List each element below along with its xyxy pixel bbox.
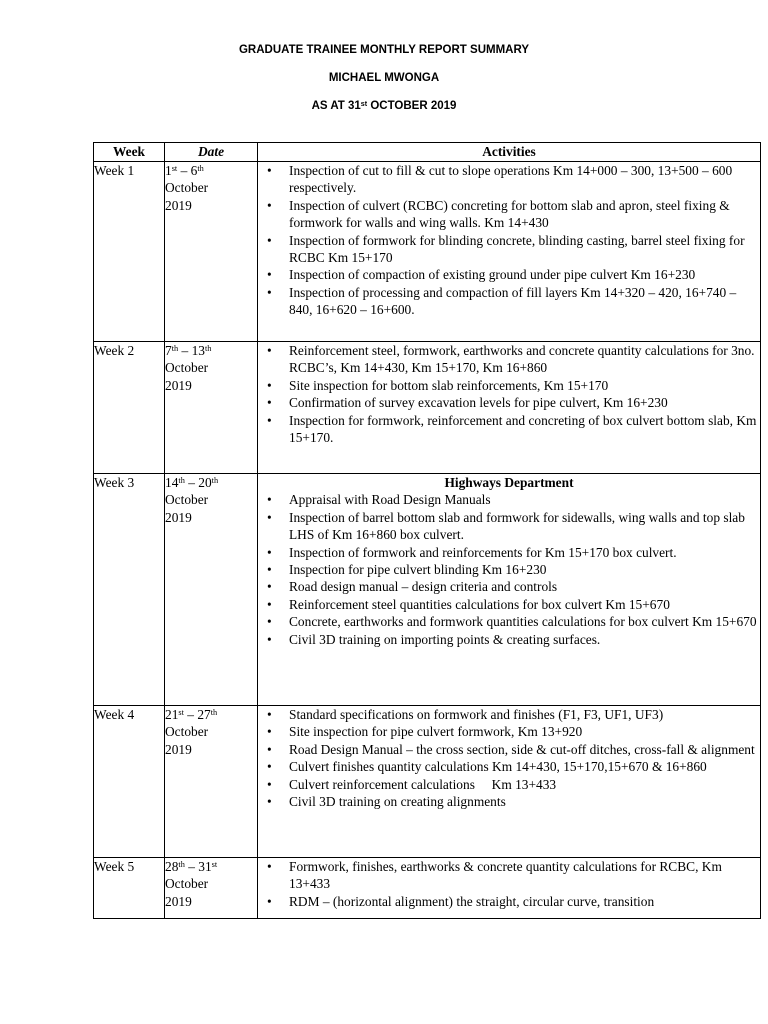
activities-cell xyxy=(258,858,761,919)
date-year: 2019 xyxy=(165,377,192,393)
list-item: • RDM – (horizontal alignment) the straight, circular curve, transition xyxy=(258,893,760,910)
list-item: • Inspection of formwork for blinding concrete, blinding casting, barrel steel fixing for RCBC Km 15+170 xyxy=(258,232,760,267)
activities-list xyxy=(258,162,760,319)
date-cell xyxy=(165,706,258,858)
list-item: • Inspection of compaction of existing ground under pipe culvert Km 16+230 xyxy=(258,266,760,283)
table-row xyxy=(94,706,761,858)
week-cell: Week 3 xyxy=(94,474,165,706)
table-row xyxy=(94,474,761,706)
list-item: • Confirmation of survey excavation levels for pipe culvert, Km 16+230 xyxy=(258,394,760,411)
list-item: • Road design manual – design criteria and controls xyxy=(258,578,760,595)
activities-list xyxy=(258,491,760,648)
date-cell xyxy=(165,342,258,474)
date-year: 2019 xyxy=(165,741,192,757)
activities-list xyxy=(258,342,760,446)
department-heading: Highways Department xyxy=(444,475,574,490)
list-item: • Site inspection for bottom slab reinforcements, Km 15+170 xyxy=(258,377,760,394)
date-month: October xyxy=(165,724,209,740)
list-item: • Road Design Manual – the cross section, side & cut-off ditches, cross-fall & alignment xyxy=(258,741,760,758)
week-cell: Week 5 xyxy=(94,858,165,919)
activities-list xyxy=(258,706,760,810)
date-cell xyxy=(165,474,258,706)
date-month: October xyxy=(165,180,209,196)
date-month: October xyxy=(165,360,209,376)
date-year: 2019 xyxy=(165,893,192,909)
list-item: • Site inspection for pipe culvert formwork, Km 13+920 xyxy=(258,723,760,740)
list-item: • Inspection for pipe culvert blinding Km 16+230 xyxy=(258,561,760,578)
list-item: • Inspection of processing and compaction of fill layers Km 14+320 – 420, 16+740 – 840, 16+620 – 16+600. xyxy=(258,284,760,319)
list-item: • Formwork, finishes, earthworks & concrete quantity calculations for RCBC, Km 13+433 xyxy=(258,858,760,893)
activities-column-header: Activities xyxy=(258,143,761,162)
list-item: • Culvert reinforcement calculations Km 13+433 xyxy=(258,776,760,793)
date-year: 2019 xyxy=(165,509,192,525)
date-range: 14th – 20th xyxy=(165,475,219,490)
table-row xyxy=(94,858,761,919)
list-item: • Civil 3D training on importing points & creating surfaces. xyxy=(258,631,760,648)
list-item: • Appraisal with Road Design Manuals xyxy=(258,491,760,508)
week-cell: Week 4 xyxy=(94,706,165,858)
week-cell: Week 1 xyxy=(94,162,165,342)
list-item: • Civil 3D training on creating alignments xyxy=(258,793,760,810)
date-range: 1st – 6th xyxy=(165,163,204,178)
date-range: 28th – 31st xyxy=(165,859,218,874)
list-item: • Standard specifications on formwork and finishes (F1, F3, UF1, UF3) xyxy=(258,706,760,723)
table-row xyxy=(94,342,761,474)
table-row xyxy=(94,162,761,342)
list-item: • Concrete, earthworks and formwork quantities calculations for box culvert Km 15+670 xyxy=(258,613,760,630)
activities-cell xyxy=(258,342,761,474)
date-column-header: Date xyxy=(165,143,258,162)
date-cell xyxy=(165,858,258,919)
date-range: 21st – 27th xyxy=(165,707,218,722)
activities-cell xyxy=(258,162,761,342)
trainee-name: MICHAEL MWONGA xyxy=(328,72,440,84)
date-month: October xyxy=(165,492,209,508)
week-column-header: Week xyxy=(94,143,165,162)
activities-list xyxy=(258,858,760,910)
date-cell xyxy=(165,162,258,342)
list-item: • Reinforcement steel quantities calculations for box culvert Km 15+670 xyxy=(258,596,760,613)
table-header-row xyxy=(94,143,761,162)
list-item: • Culvert finishes quantity calculations Km 14+430, 15+170,15+670 & 16+860 xyxy=(258,758,760,775)
activities-cell xyxy=(258,706,761,858)
week-cell: Week 2 xyxy=(94,342,165,474)
list-item: • Inspection for formwork, reinforcement and concreting of box culvert bottom slab, Km 15+170. xyxy=(258,412,760,447)
report-title: GRADUATE TRAINEE MONTHLY REPORT SUMMARY xyxy=(238,44,530,56)
list-item: • Inspection of culvert (RCBC) concreting for bottom slab and apron, steel fixing & formwork for walls and wing walls. Km 14+430 xyxy=(258,197,760,232)
list-item: • Inspection of formwork and reinforcements for Km 15+170 box culvert. xyxy=(258,544,760,561)
date-range: 7th – 13th xyxy=(165,343,212,358)
activities-cell xyxy=(258,474,761,706)
list-item: • Inspection of barrel bottom slab and formwork for sidewalls, wing walls and top slab LHS of Km 16+860 box culvert. xyxy=(258,509,760,544)
date-month: October xyxy=(165,876,209,892)
list-item: • Reinforcement steel, formwork, earthworks and concrete quantity calculations for 3no. RCBC’s, Km 14+430, Km 15+170, Km 16+860 xyxy=(258,342,760,377)
date-year: 2019 xyxy=(165,197,192,213)
activities-table xyxy=(93,142,761,919)
report-date: AS AT 31st OCTOBER 2019 xyxy=(311,99,457,112)
list-item: • Inspection of cut to fill & cut to slope operations Km 14+000 – 300, 13+500 – 600 respectively. xyxy=(258,162,760,197)
